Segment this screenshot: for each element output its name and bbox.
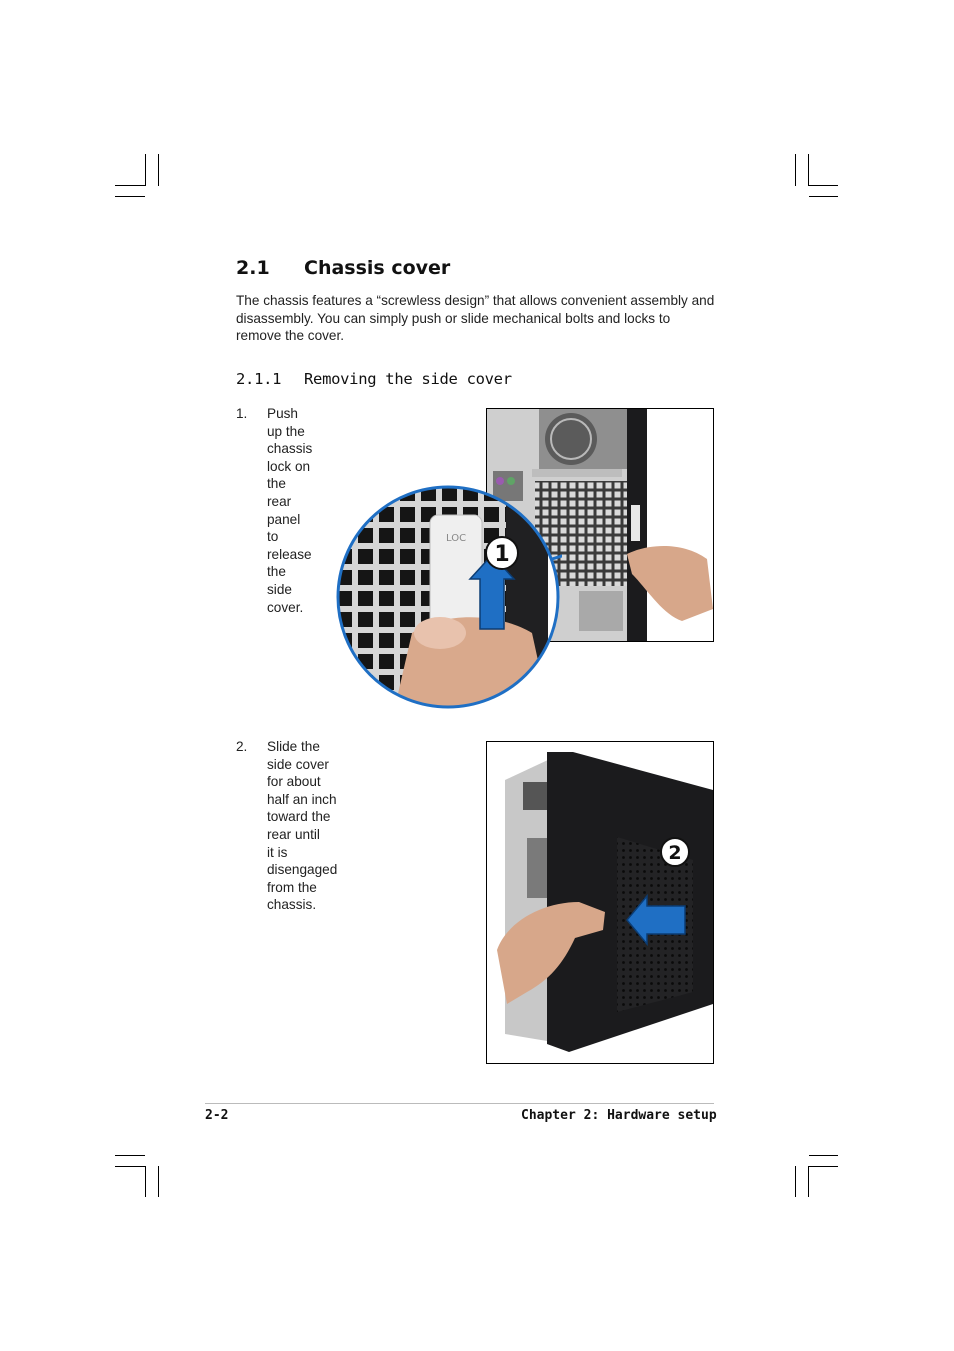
side-cover-illustration (487, 742, 713, 1063)
chapter-label: Chapter 2: Hardware setup (521, 1108, 717, 1123)
section-number: 2.1 (236, 257, 270, 279)
lock-label: LOC (446, 533, 467, 544)
step-line: Push up the chassis lock on the (267, 406, 313, 492)
figure-side-cover (486, 741, 714, 1064)
step-line: rear panel to release the side (267, 493, 312, 597)
subsection-number: 2.1.1 (236, 370, 282, 388)
subsection-title-text: Removing the side cover (304, 370, 512, 388)
lock-closeup-illustration (334, 483, 562, 711)
page-number: 2-2 (205, 1108, 229, 1123)
subsection-title (236, 370, 512, 388)
step-line: chassis. (267, 897, 317, 913)
step-number: 2. (236, 739, 248, 754)
step-line: it is disengaged from the (267, 844, 338, 895)
footer-rule (205, 1103, 714, 1104)
lock-closeup-inset (334, 483, 562, 711)
callout-1: 1 (494, 542, 510, 567)
intro-paragraph: The chassis features a “screwless design” that allows convenient assembly and disassembly. You can simply push or slide mechanical bolts and locks to remove the cover. (236, 293, 715, 343)
step-line: cover. (267, 599, 304, 615)
step-number: 1. (236, 406, 248, 421)
step-line: half an inch toward the rear until (267, 791, 337, 842)
section-title (236, 257, 450, 279)
step-text (267, 405, 312, 616)
section-title-text: Chassis cover (304, 257, 451, 279)
step-text (267, 738, 337, 914)
callout-2: 2 (668, 842, 682, 864)
step-line: Slide the side cover for about (267, 739, 329, 790)
